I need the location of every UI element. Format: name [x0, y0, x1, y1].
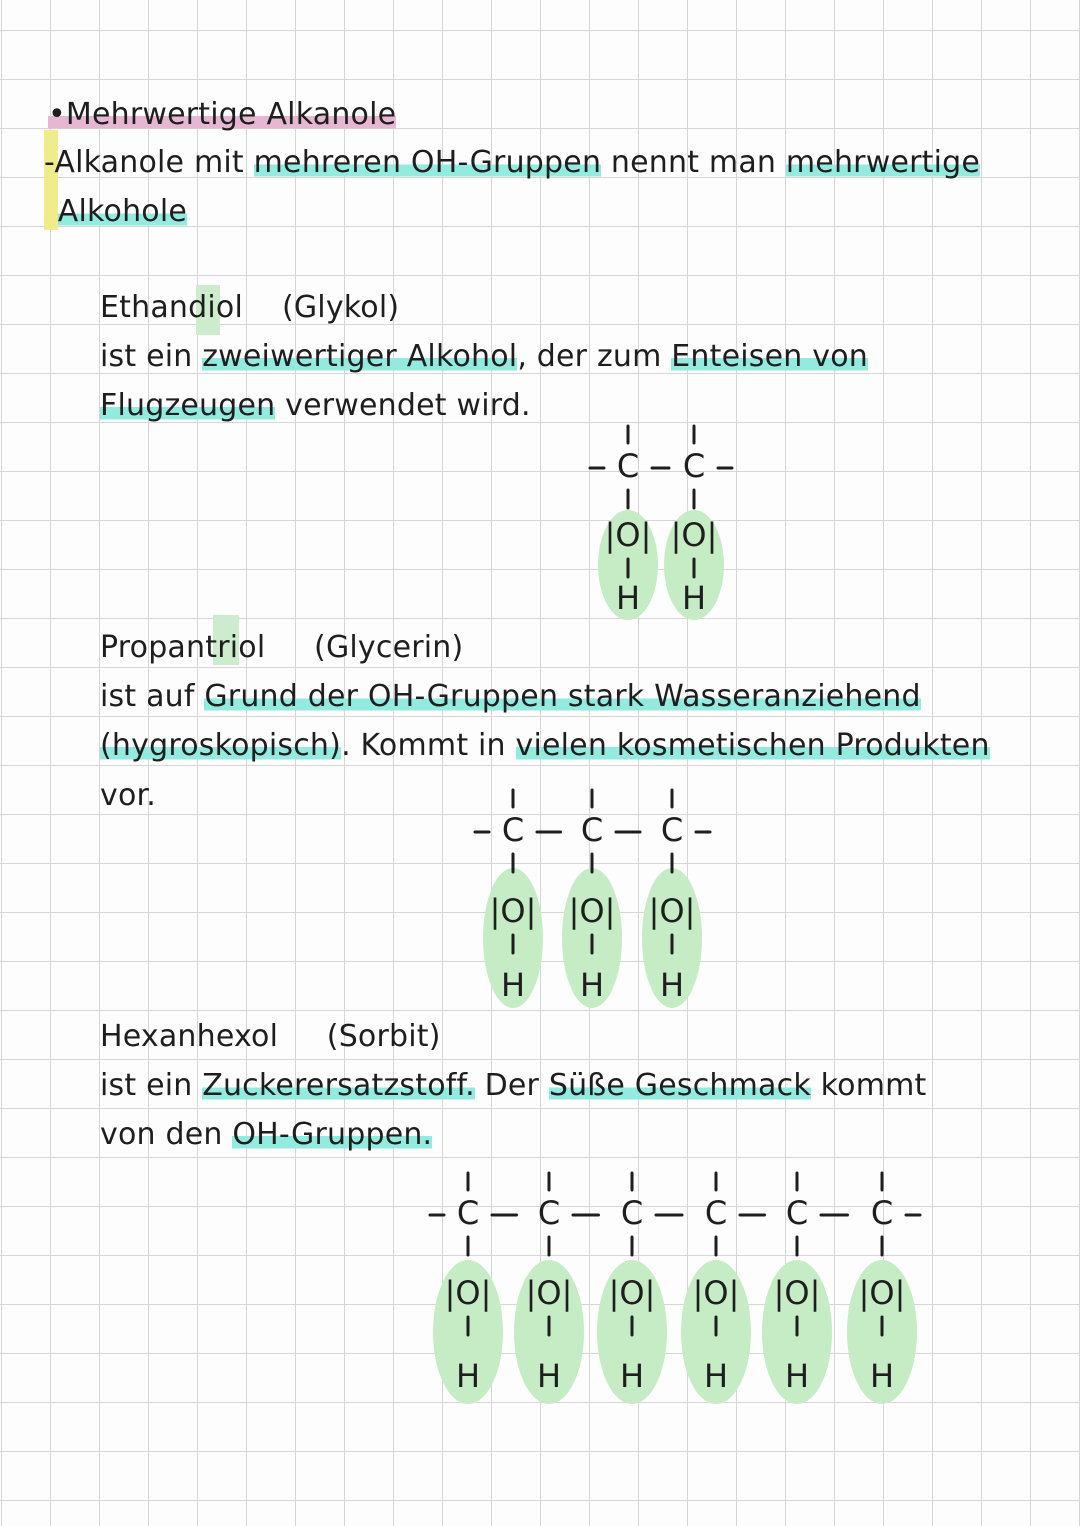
text-segment: vor. [100, 778, 157, 813]
text-segment: nennt man [601, 145, 786, 180]
highlighted-text: Süße Geschmack [548, 1068, 811, 1103]
hydrogen-atom: H [869, 1357, 895, 1395]
text-segment: ist ein [100, 339, 203, 374]
carbon-atom: C [870, 1194, 894, 1232]
hydrogen-atom: H [615, 579, 641, 617]
oxygen-atom: |O| [858, 1274, 906, 1312]
oxygen-atom: |O| [692, 1274, 740, 1312]
hydrogen-atom: H [703, 1357, 729, 1395]
text-segment: ist auf [100, 679, 205, 714]
text-segment: von den [100, 1117, 233, 1152]
oxygen-atom: |O| [773, 1274, 821, 1312]
highlighted-text: Flugzeugen [100, 388, 276, 423]
text-segment: Der [474, 1068, 549, 1103]
highlighted-text: mehrwertige [785, 145, 981, 180]
oxygen-atom: |O| [670, 516, 718, 554]
text-segment: Hexanhexol (Sorbit) [100, 1019, 441, 1054]
oxygen-atom: |O| [489, 892, 537, 930]
text-segment: -Alkanole mit [44, 145, 254, 180]
hydrogen-atom: H [659, 966, 685, 1004]
text-segment: verwendet wird. [275, 388, 531, 423]
oxygen-atom: |O| [604, 516, 652, 554]
highlighted-text: vielen kosmetischen Produkten [515, 728, 990, 763]
carbon-atom: C [620, 1194, 644, 1232]
text-segment: Ethandiol (Glykol) [100, 290, 400, 325]
hydrogen-atom: H [619, 1357, 645, 1395]
highlighted-text: (hygroskopisch) [100, 728, 342, 763]
text-segment: kommt [810, 1068, 927, 1103]
text-segment: , der zum [517, 339, 672, 374]
carbon-atom: C [616, 447, 640, 485]
text-segment: . Kommt in [341, 728, 516, 763]
carbon-atom: C [660, 811, 684, 849]
highlighted-text: •Mehrwertige Alkanole [48, 97, 397, 132]
highlighted-text: Alkohole [57, 194, 188, 229]
oxygen-atom: |O| [444, 1274, 492, 1312]
oxygen-atom: |O| [525, 1274, 573, 1312]
highlighted-text: mehreren OH-Gruppen [253, 145, 602, 180]
oxygen-atom: |O| [568, 892, 616, 930]
carbon-atom: C [501, 811, 525, 849]
carbon-atom: C [580, 811, 604, 849]
highlighted-text: Zuckerersatzstoff. [202, 1068, 475, 1103]
text-segment: Propantriol (Glycerin) [100, 630, 464, 665]
hydrogen-atom: H [579, 966, 605, 1004]
hydrogen-atom: H [536, 1357, 562, 1395]
carbon-atom: C [682, 447, 706, 485]
highlighted-text: OH-Gruppen. [232, 1117, 433, 1152]
highlighted-text: Enteisen von [671, 339, 868, 374]
oxygen-atom: |O| [608, 1274, 656, 1312]
carbon-atom: C [704, 1194, 728, 1232]
highlighted-text: zweiwertiger Alkohol [202, 339, 518, 374]
text-segment: ist ein [100, 1068, 203, 1103]
highlighted-text: Grund der OH-Gruppen stark Wasseranziehend [204, 679, 921, 714]
oxygen-atom: |O| [648, 892, 696, 930]
carbon-atom: C [537, 1194, 561, 1232]
hydrogen-atom: H [500, 966, 526, 1004]
hydrogen-atom: H [784, 1357, 810, 1395]
hydrogen-atom: H [455, 1357, 481, 1395]
carbon-atom: C [456, 1194, 480, 1232]
carbon-atom: C [785, 1194, 809, 1232]
hydrogen-atom: H [681, 579, 707, 617]
